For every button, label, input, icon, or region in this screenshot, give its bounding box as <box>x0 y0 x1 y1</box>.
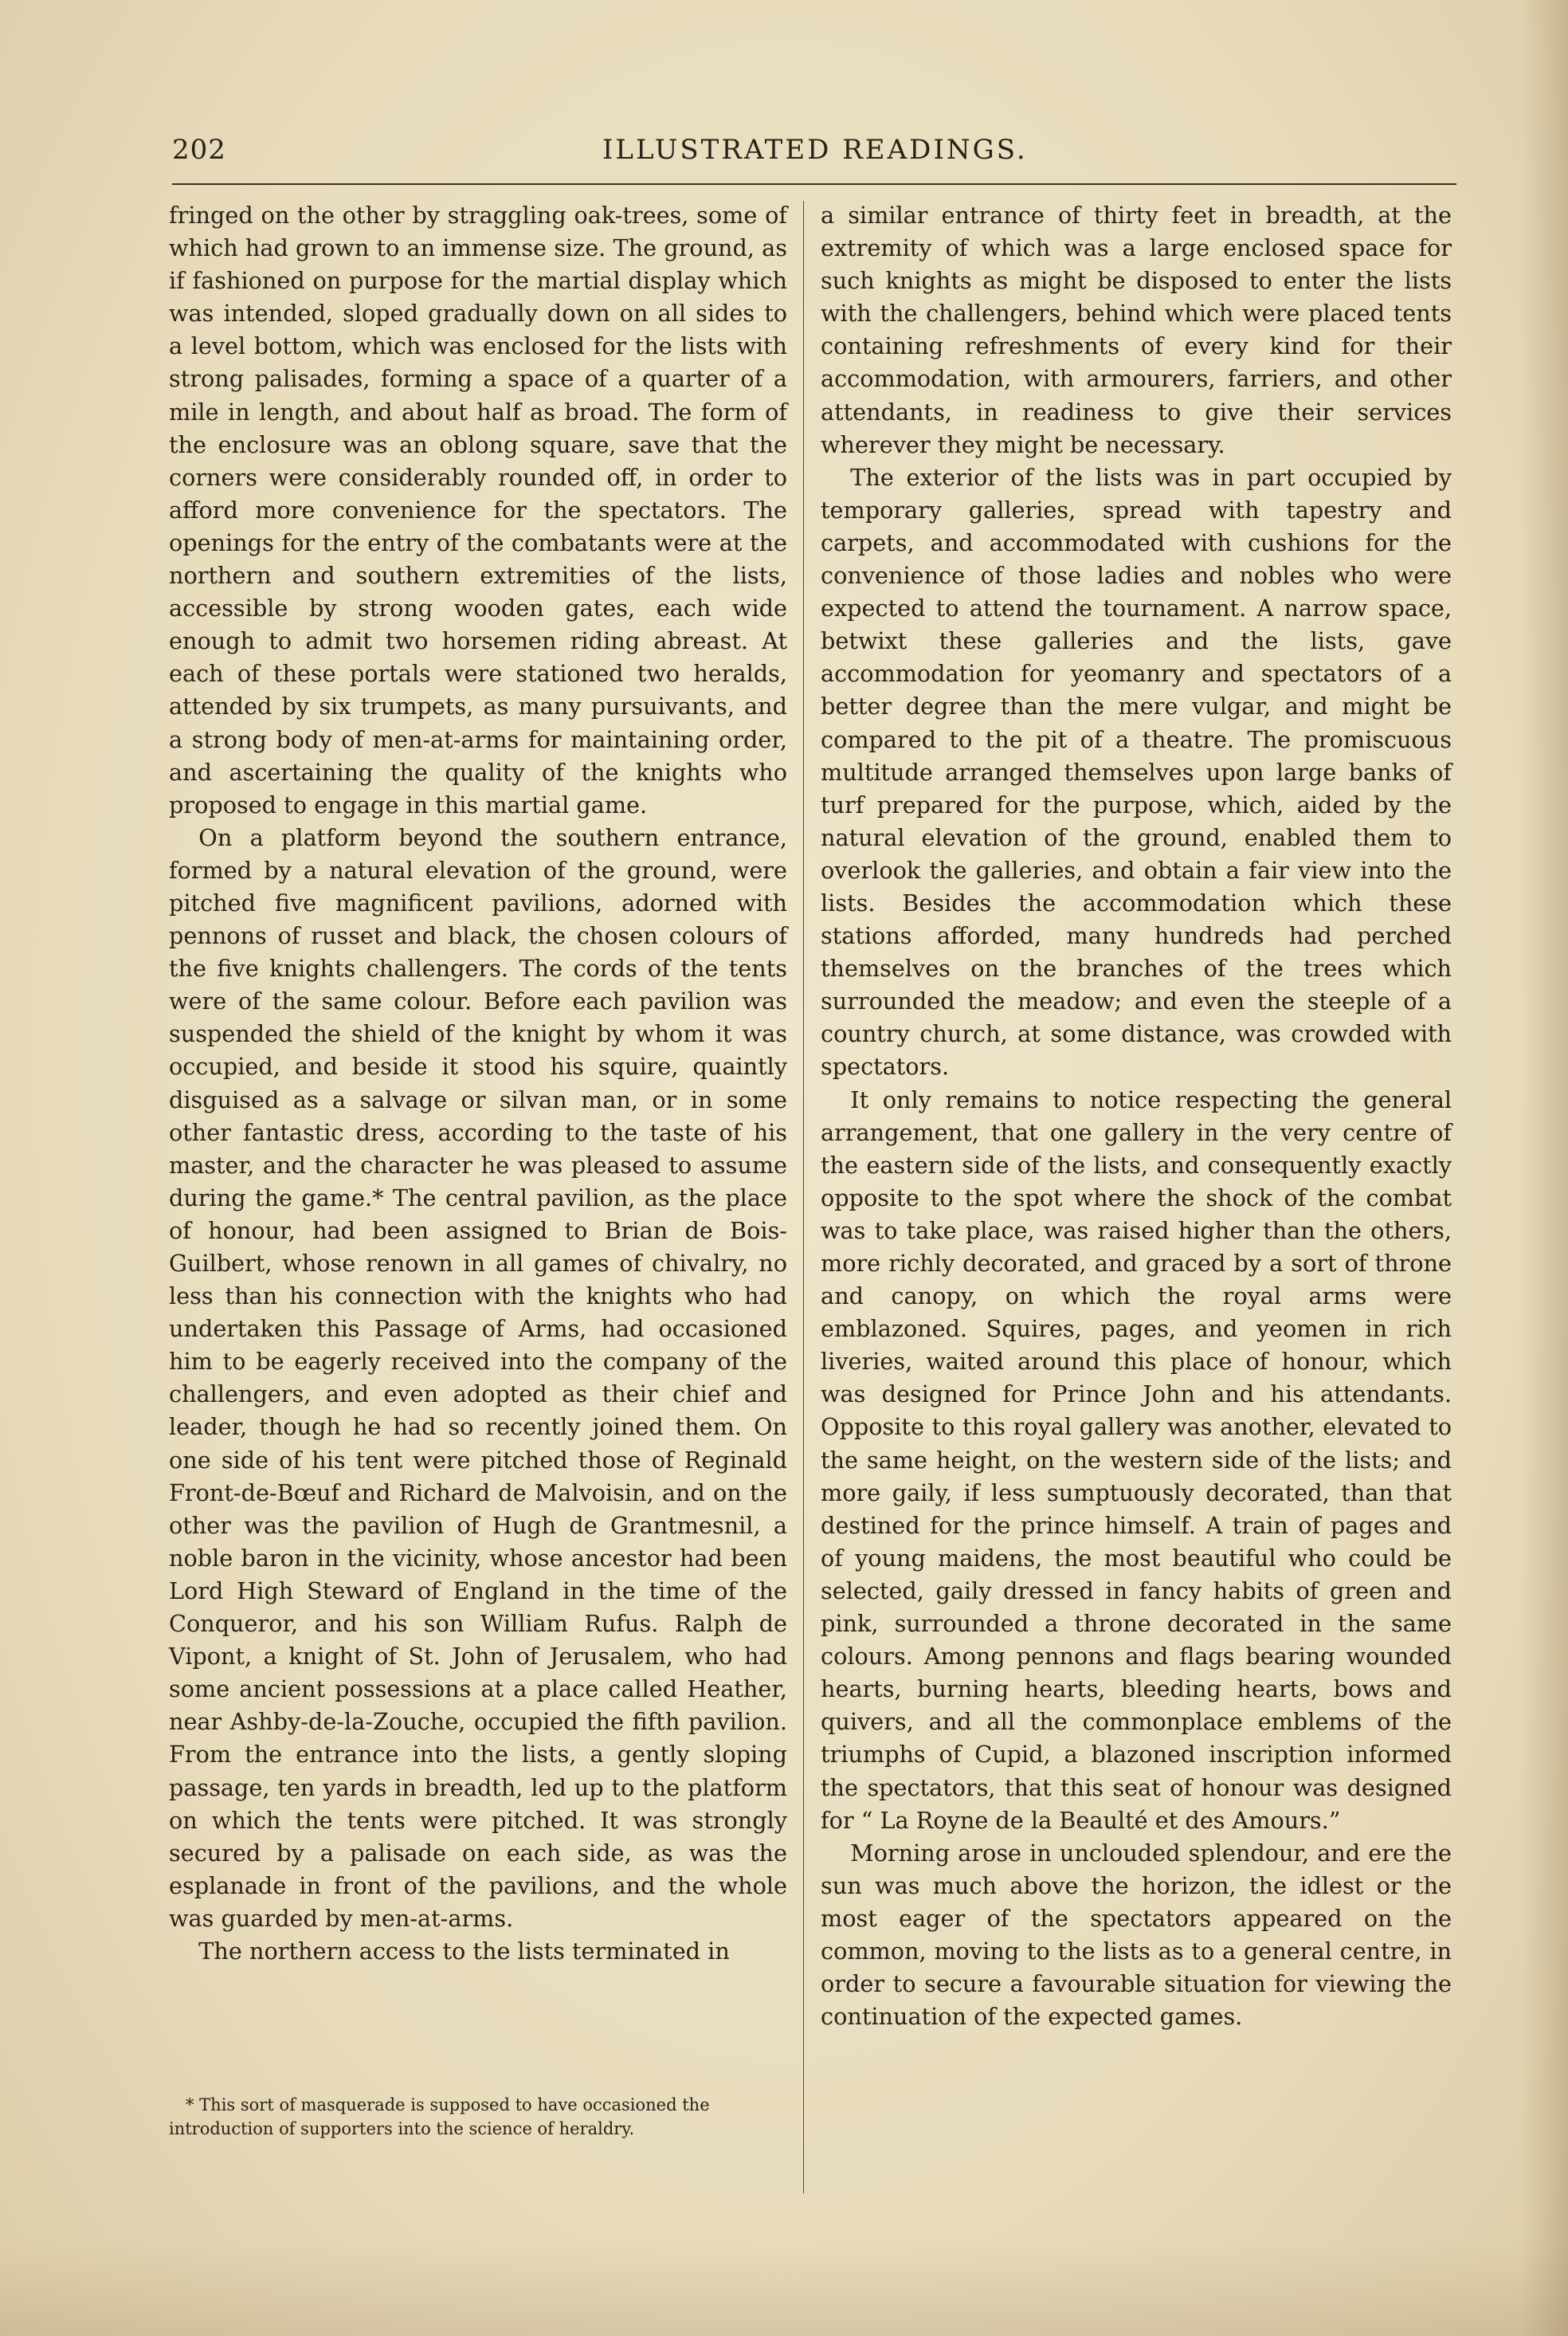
left-paragraph-2: On a platform beyond the southern entrance, formed by a natural elevation of the ground, were pitched five magnificent pavilions, adorned with pennons of russet and black, the chosen colours of the five knights challengers. The cords of the tents were of the same colour. Before each pavilion was suspended the shield of the knight by whom it was occupied, and beside it stood his squire, quaintly disguised as a salvage or silvan man, or in some other fantastic dress, according to the taste of his master, and the character he was pleased to assume during the game.* The central pavilion, as the place of honour, had been assigned to Brian de Bois-Guilbert, whose renown in all games of chivalry, no less than his connection with the knights who had undertaken this Passage of Arms, had occasioned him to be eagerly received into the company of the challengers, and even adopted as their chief and leader, though he had so recently joined them. On one side of his tent were pitched those of Reginald Front-de-Bœuf and Richard de Malvoisin, and on the other was the pavilion of Hugh de Grantmesnil, a noble baron in the vicinity, whose ancestor had been Lord High Steward of England in the time of the Conqueror, and his son William Rufus. Ralph de Vipont, a knight of St. John of Jerusalem, who had some ancient possessions at a place called Heather, near Ashby-de-la-Zouche, occupied the fifth pavilion. From the entrance into the lists, a gently sloping passage, ten yards in breadth, led up to the platform on which the tents were pitched. It was strongly secured by a palisade on each side, as was the esplanade in front of the pavilions, and the whole was guarded by men-at-arms. <box>169 823 787 1932</box>
footnote-text: * This sort of masquerade is supposed to have occasioned the introduction of supporters into the science of heraldry. <box>169 2095 710 2138</box>
right-paragraph-4: Morning arose in unclouded splendour, and ere the sun was much above the horizon, the idlest or the most eager of the spectators appeared on the common, moving to the lists as to a general centre, in order to secure a favourable situation for viewing the continuation of the expected games. <box>821 1839 1452 2031</box>
page-bottom-shadow <box>0 2240 1568 2336</box>
column-divider <box>803 201 804 2193</box>
left-paragraph-3: The northern access to the lists terminated in <box>198 1937 730 1965</box>
right-column <box>821 199 1452 2033</box>
right-paragraph-2: The exterior of the lists was in part occupied by temporary galleries, spread with tapestry and carpets, and accommodated with cushions for the convenience of those ladies and nobles who were expected to attend the tournament. A narrow space, betwixt these galleries and the lists, gave accommodation for yeomanry and spectators of a better degree than the mere vulgar, and might be compared to the pit of a theatre. The promiscuous multitude arranged themselves upon large banks of turf prepared for the purpose, which, aided by the natural elevation of the ground, enabled them to overlook the galleries, and obtain a fair view into the lists. Besides the accommodation which these stations afforded, many hundreds had perched themselves on the branches of the trees which surrounded the meadow; and even the steeple of a country church, at some distance, was crowded with spectators. <box>821 463 1452 1081</box>
page-edge-shadow <box>1520 0 1568 2336</box>
right-paragraph-3: It only remains to notice respecting the general arrangement, that one gallery in the very centre of the eastern side of the lists, and consequently exactly opposite to the spot where the shock of the combat was to take place, was raised higher than the others, more richly decorated, and graced by a sort of throne and canopy, on which the royal arms were emblazoned. Squires, pages, and yeomen in rich liveries, waited around this place of honour, which was designed for Prince John and his attendants. Opposite to this royal gallery was another, elevated to the same height, on the western side of the lists; and more gaily, if less sumptuously decorated, than that destined for the prince himself. A train of pages and of young maidens, the most beautiful who could be selected, gaily dressed in fancy habits of green and pink, surrounded a throne decorated in the same colours. Among pennons and flags bearing wounded hearts, burning hearts, bleeding hearts, bows and quivers, and all the commonplace emblems of the triumphs of Cupid, a blazoned inscription informed the spectators, that this seat of honour was designed for “ La Royne de la Beaulté et des Amours.” <box>821 1086 1452 1834</box>
right-paragraph-1: a similar entrance of thirty feet in breadth, at the extremity of which was a large enclosed space for such knights as might be disposed to enter the lists with the challengers, behind which were placed tents containing refreshments of every kind for their accommodation, with armourers, farriers, and other attendants, in readiness to give their services wherever they might be necessary. <box>821 202 1452 458</box>
left-column <box>169 199 787 1968</box>
page-number: 202 <box>172 134 226 166</box>
page-header <box>172 128 1456 175</box>
running-title: ILLUSTRATED READINGS. <box>602 134 1028 166</box>
left-paragraph-1: fringed on the other by straggling oak-trees, some of which had grown to an immense size. The ground, as if fashioned on purpose for the martial display which was intended, sloped gradually down on all sides to a level bottom, which was enclosed for the lists with strong palisades, forming a space of a quarter of a mile in length, and about half as broad. The form of the enclosure was an oblong square, save that the corners were considerably rounded off, in order to afford more convenience for the spectators. The openings for the entry of the combatants were at the northern and southern extremities of the lists, accessible by strong wooden gates, each wide enough to admit two horsemen riding abreast. At each of these portals were stationed two heralds, attended by six trumpets, as many pursuivants, and a strong body of men-at-arms for maintaining order, and ascertaining the quality of the knights who proposed to engage in this martial game. <box>169 202 787 819</box>
header-rule <box>172 183 1456 185</box>
footnote <box>169 2093 787 2141</box>
